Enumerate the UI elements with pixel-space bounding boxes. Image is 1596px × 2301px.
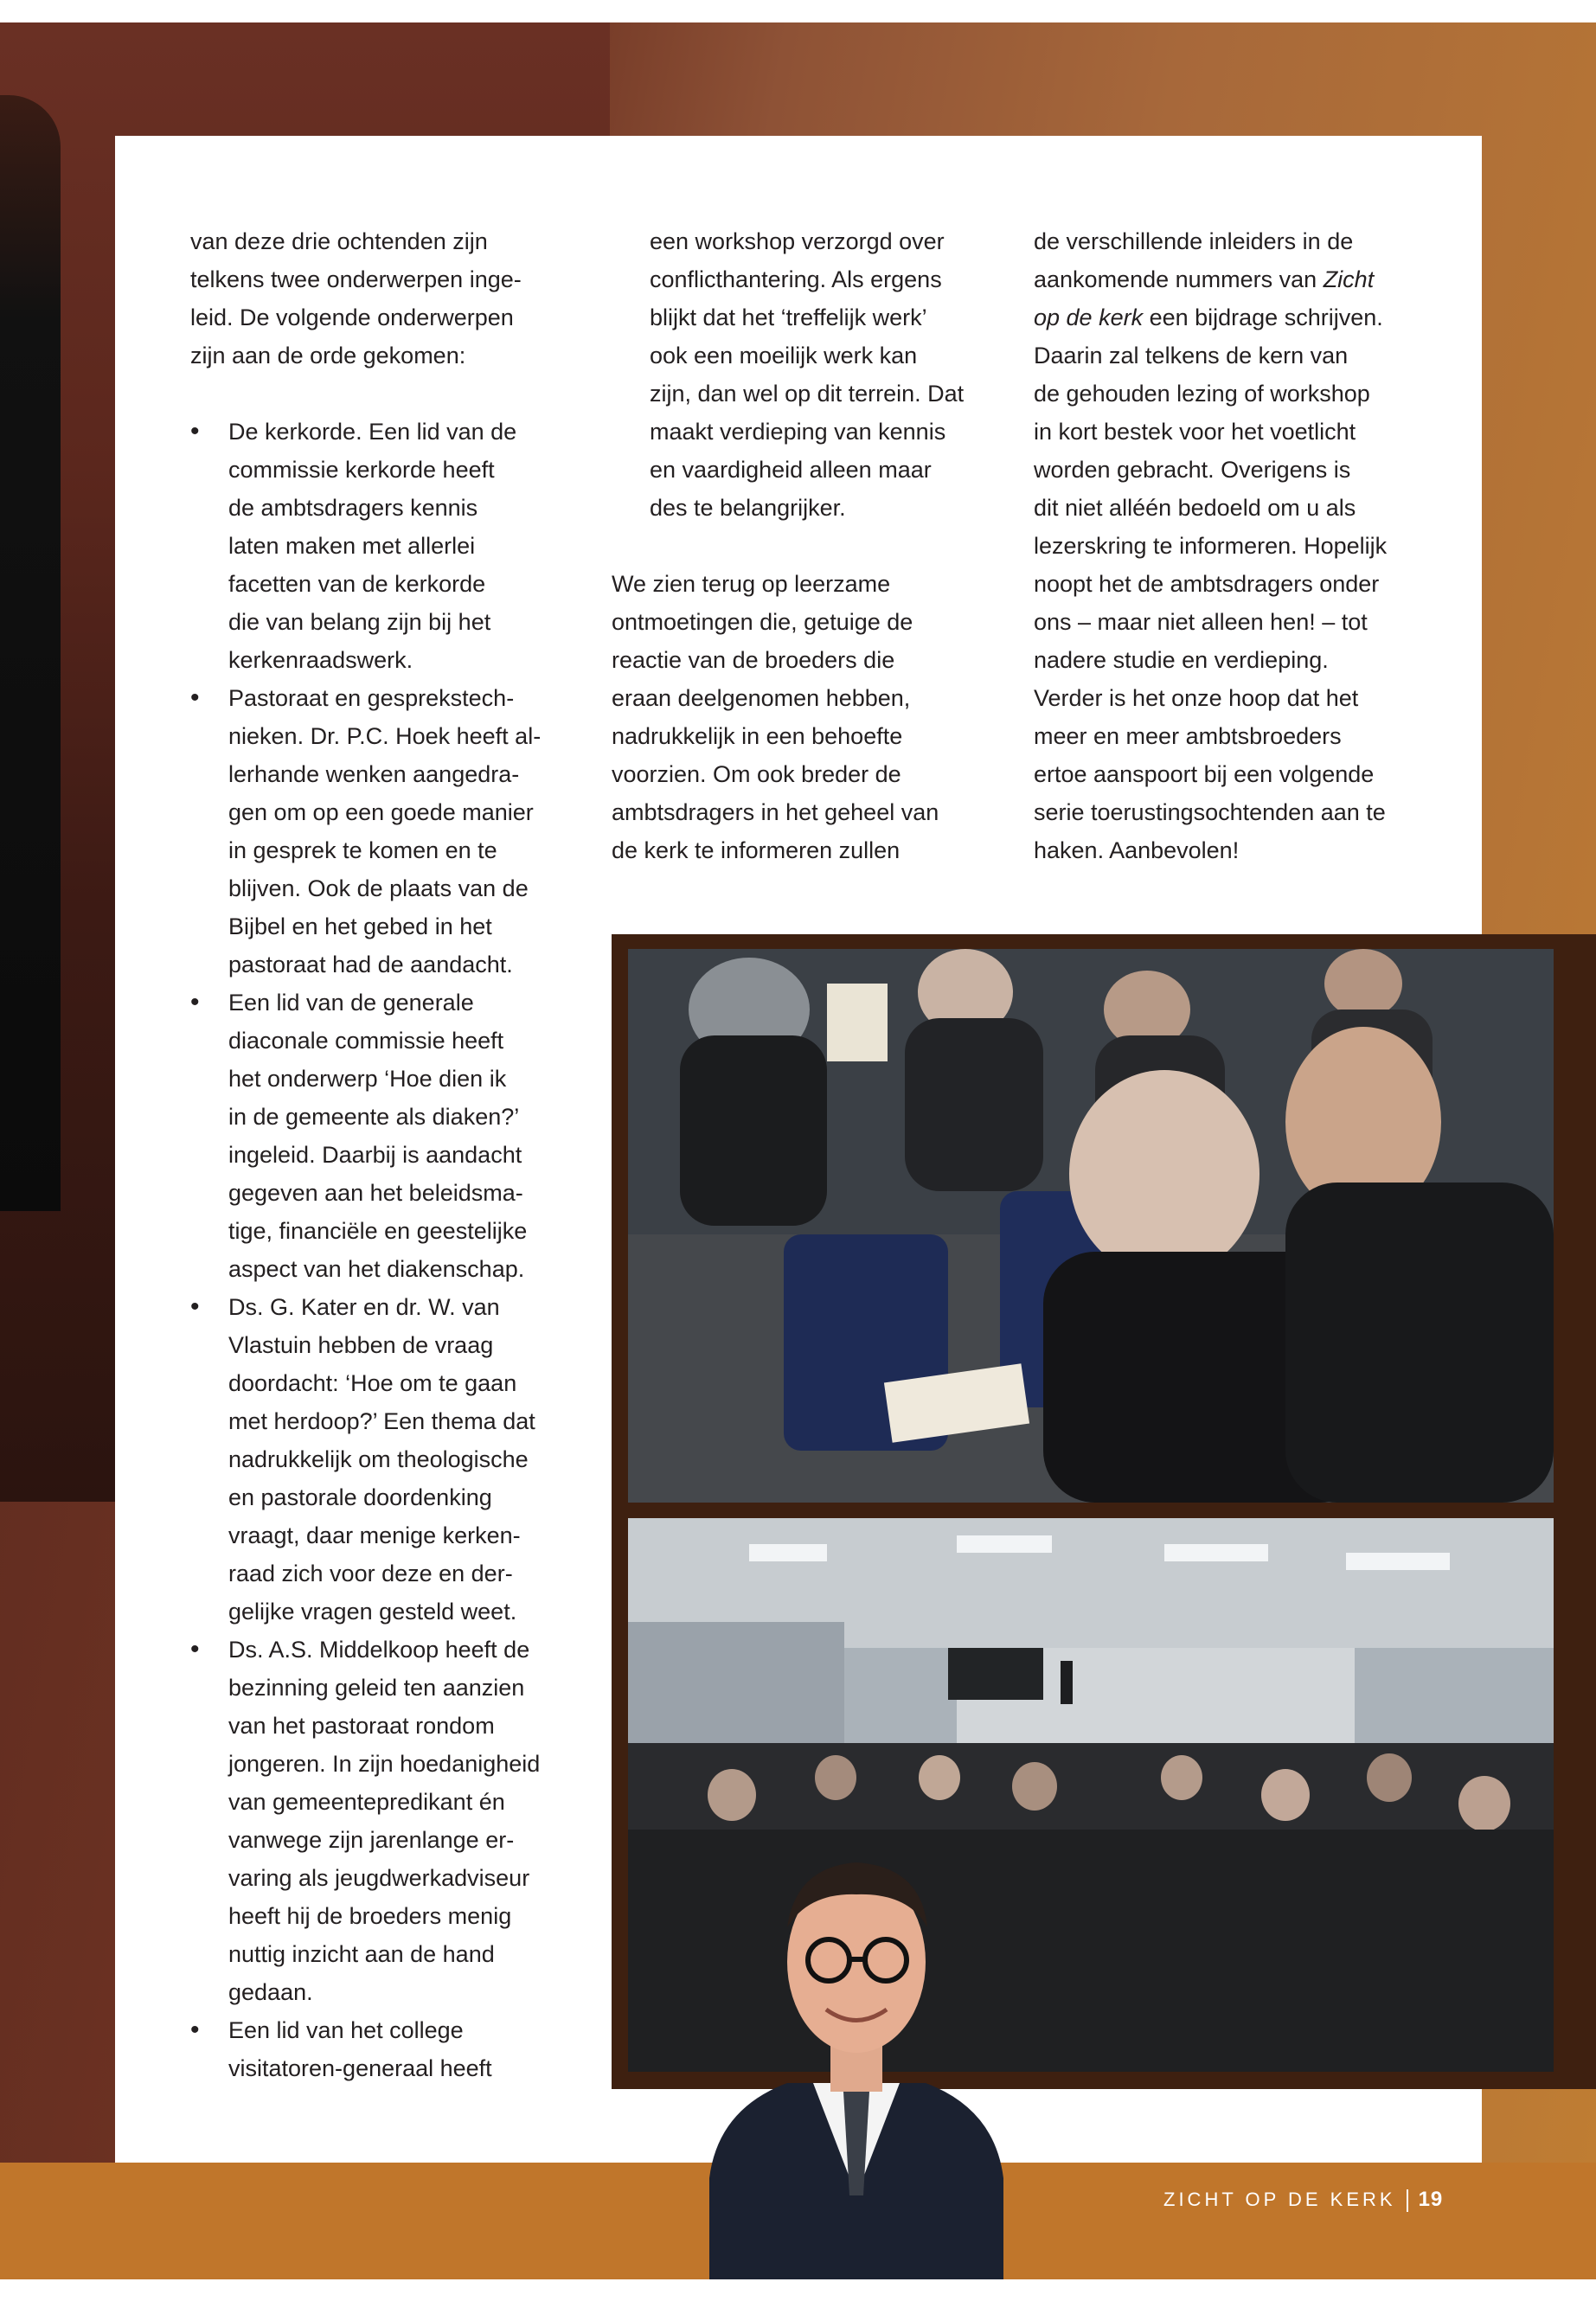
top-margin: [0, 0, 1596, 22]
magazine-title-italic: Zicht: [1323, 266, 1375, 292]
text-line: in kort bestek voor het voetlicht: [1034, 419, 1356, 445]
text-line: nuttig inzicht aan de hand: [228, 1941, 495, 1967]
text-line: Vlastuin hebben de vraag: [228, 1332, 494, 1358]
text-line: lezerskring te informeren. Hopelijk: [1034, 533, 1388, 559]
text-line: lerhande wenken aangedra-: [228, 761, 520, 787]
closing-paragraph: [1034, 336, 1432, 869]
magazine-name: ZICHT OP DE KERK: [1163, 2189, 1396, 2210]
text-line: worden gebracht. Overigens is: [1034, 457, 1351, 483]
text-line: het onderwerp ‘Hoe dien ik: [228, 1066, 507, 1092]
reflection-paragraph: [612, 565, 992, 869]
speaker-silhouette: [0, 95, 61, 1211]
topic-list: [190, 413, 571, 2087]
text-line: ontmoetingen die, getuige de: [612, 609, 913, 635]
intro-paragraph: [190, 222, 571, 375]
text-line: haken. Aanbevolen!: [1034, 837, 1240, 863]
paragraph-gap: [612, 527, 992, 565]
topic-list-item: [190, 2011, 571, 2087]
text-line: blijven. Ook de plaats van de: [228, 875, 529, 901]
paragraph-gap: [190, 375, 571, 413]
photo-audience-closeup: [628, 949, 1554, 1503]
text-line: maakt verdieping van kennis: [650, 419, 946, 445]
article-column-3: [1034, 222, 1432, 869]
text-line: gen om op een goede manier: [228, 799, 534, 825]
text-line: vanwege zijn jarenlange er-: [228, 1827, 515, 1853]
topic-list-item: [190, 984, 571, 1288]
text-line: de verschillende inleiders in de: [1034, 228, 1354, 254]
text-line: commissie kerkorde heeft: [228, 457, 495, 483]
text-line: de ambtsdragers kennis: [228, 495, 478, 521]
topic-list-item: [190, 679, 571, 984]
text-line: in gesprek te komen en te: [228, 837, 497, 863]
article-column-2: [612, 222, 992, 869]
text-line: Bijbel en het gebed in het: [228, 913, 492, 939]
text-line: reactie van de broeders die: [612, 647, 895, 673]
text-line: facetten van de kerkorde: [228, 571, 486, 597]
text-line: van deze drie ochtenden zijn: [190, 228, 488, 254]
text-line: met herdoop?’ Een thema dat: [228, 1408, 535, 1434]
text-line: de gehouden lezing of workshop: [1034, 381, 1370, 407]
text-line: • De kerkorde. Een lid van de: [228, 419, 517, 445]
text-line: dit niet alléén bedoeld om u als: [1034, 495, 1356, 521]
footer-separator: [1407, 2189, 1408, 2212]
text-line: • Pastoraat en gesprekstech-: [228, 685, 515, 711]
text-line: en vaardigheid alleen maar: [650, 457, 932, 483]
text-line: nadrukkelijk in een behoefte: [612, 723, 903, 749]
text-line: zijn aan de orde gekomen:: [190, 343, 466, 369]
topic-list-item: [190, 1288, 571, 1631]
text-line: noopt het de ambtsdragers onder: [1034, 571, 1380, 597]
text-line: nieken. Dr. P.C. Hoek heeft al-: [228, 723, 542, 749]
text-line: doordacht: ‘Hoe om te gaan: [228, 1370, 517, 1396]
text-line: telkens twee onderwerpen inge-: [190, 266, 522, 292]
text-line: blijkt dat het ‘treffelijk werk’: [650, 304, 927, 330]
text-line: varing als jeugdwerkadviseur: [228, 1865, 530, 1891]
topic-list-item: [190, 413, 571, 679]
text-line: die van belang zijn bij het: [228, 609, 491, 635]
continued-bullet-text: [612, 222, 992, 527]
text-line: vraagt, daar menige kerken-: [228, 1522, 521, 1548]
text-line: tige, financiële en geestelijke: [228, 1218, 528, 1244]
text-line: en pastorale doordenking: [228, 1484, 492, 1510]
text-line: raad zich voor deze en der-: [228, 1561, 513, 1586]
text-line: [1034, 298, 1432, 336]
text-line: conflicthantering. Als ergens: [650, 266, 942, 292]
text-line: laten maken met allerlei: [228, 533, 476, 559]
page-number: 19: [1418, 2188, 1444, 2211]
text-line: nadere studie en verdieping.: [1034, 647, 1329, 673]
text-line: gegeven aan het beleidsma-: [228, 1180, 523, 1206]
text-line: visitatoren-generaal heeft: [228, 2055, 492, 2081]
text-line: • Ds. G. Kater en dr. W. van: [228, 1294, 500, 1320]
text-line: [1034, 260, 1432, 298]
text-line: nadrukkelijk om theologische: [228, 1446, 529, 1472]
text-line: heeft hij de broeders menig: [228, 1903, 512, 1929]
photo-audience-closeup-illustration: [628, 949, 1554, 1503]
text-line: Verder is het onze hoop dat het: [1034, 685, 1359, 711]
text-line: • Een lid van het college: [228, 2017, 464, 2043]
text-line: jongeren. In zijn hoedanigheid: [228, 1751, 541, 1777]
text-line: kerkenraadswerk.: [228, 647, 413, 673]
text-line: voorzien. Om ook breder de: [612, 761, 901, 787]
text-line: meer en meer ambtsbroeders: [1034, 723, 1342, 749]
text-line: ingeleid. Daarbij is aandacht: [228, 1142, 522, 1168]
text-line: pastoraat had de aandacht.: [228, 952, 513, 977]
text-line: eraan deelgenomen hebben,: [612, 685, 911, 711]
magazine-title-italic: op de kerk: [1034, 304, 1144, 330]
topic-list-item: [190, 1631, 571, 2011]
text-line: Daarin zal telkens de kern van: [1034, 343, 1349, 369]
text-line: • Een lid van de generale: [228, 990, 474, 1016]
text-line: • Ds. A.S. Middelkoop heeft de: [228, 1637, 530, 1663]
text-line: gedaan.: [228, 1979, 313, 2005]
text-line: diaconale commissie heeft: [228, 1028, 504, 1054]
text-line: de kerk te informeren zullen: [612, 837, 901, 863]
speaker-portrait: [709, 1832, 1003, 2279]
text-line: leid. De volgende onderwerpen: [190, 304, 514, 330]
text-span: een bijdrage schrijven.: [1143, 304, 1383, 330]
text-line: zijn, dan wel op dit terrein. Dat: [650, 381, 965, 407]
text-line: ons – maar niet alleen hen! – tot: [1034, 609, 1368, 635]
text-line: aspect van het diakenschap.: [228, 1256, 525, 1282]
text-line: We zien terug op leerzame: [612, 571, 891, 597]
text-line: een workshop verzorgd over: [650, 228, 945, 254]
text-line: des te belangrijker.: [650, 495, 846, 521]
text-line: bezinning geleid ten aanzien: [228, 1675, 525, 1701]
text-line: in de gemeente als diaken?’: [228, 1104, 520, 1130]
bottom-margin: [0, 2279, 1596, 2301]
article-column-1: [190, 222, 571, 2087]
text-line: gelijke vragen gesteld weet.: [228, 1599, 517, 1625]
text-line: ook een moeilijk werk kan: [650, 343, 918, 369]
text-line: serie toerustingsochtenden aan te: [1034, 799, 1386, 825]
text-line: van het pastoraat rondom: [228, 1713, 495, 1739]
text-span: aankomende nummers van: [1034, 266, 1324, 292]
text-line: ertoe aanspoort bij een volgende: [1034, 761, 1375, 787]
footer-caption: [1163, 2182, 1449, 2217]
text-line: van gemeentepredikant én: [228, 1789, 505, 1815]
text-line: ambtsdragers in het geheel van: [612, 799, 939, 825]
